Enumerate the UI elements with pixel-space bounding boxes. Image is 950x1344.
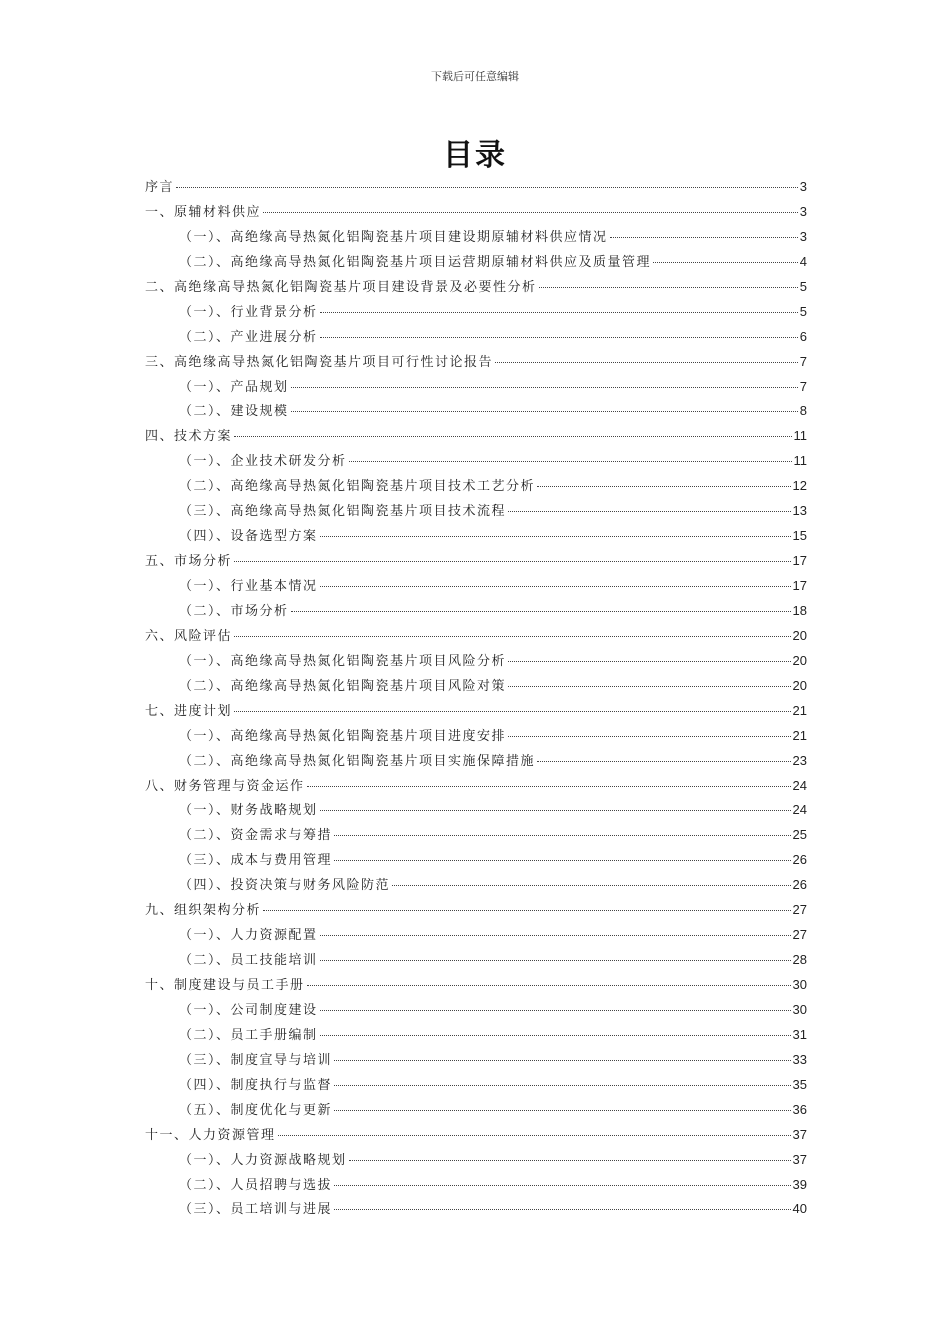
toc-entry[interactable] [145,675,807,700]
toc-entry[interactable] [145,1074,807,1099]
toc-entry-page: 24 [792,777,807,793]
toc-entry[interactable] [145,500,807,525]
toc-entry-label: （四）、设备选型方案 [179,529,318,545]
toc-entry[interactable] [145,1149,807,1174]
dot-leader [320,337,798,338]
toc-entry-page: 28 [792,952,807,968]
dot-leader [334,1060,791,1061]
dot-leader [495,362,798,363]
toc-entry-page: 21 [792,727,807,743]
toc-entry-page: 27 [792,902,807,918]
toc-entry[interactable] [145,849,807,874]
toc-entry[interactable] [145,251,807,276]
toc-entry[interactable] [145,450,807,475]
toc-entry-label: （二）、员工技能培训 [179,953,318,969]
toc-entry-page: 11 [793,428,807,444]
toc-entry-label: （二）、高绝缘高导热氮化铝陶瓷基片项目运营期原辅材料供应及质量管理 [179,254,652,270]
toc-entry-label: 三、高绝缘高导热氮化铝陶瓷基片项目可行性讨论报告 [145,354,494,370]
dot-leader [610,237,798,238]
dot-leader [537,486,791,487]
toc-entry-label: （一）、公司制度建设 [179,1002,318,1018]
toc-entry[interactable] [145,1198,807,1223]
toc-entry[interactable] [145,824,807,849]
dot-leader [334,1085,791,1086]
toc-entry-label: 九、组织架构分析 [145,903,262,919]
toc-entry-label: 二、高绝缘高导热氮化铝陶瓷基片项目建设背景及必要性分析 [145,279,537,295]
dot-leader [349,461,792,462]
toc-entry-page: 5 [799,278,807,294]
toc-entry[interactable] [145,575,807,600]
dot-leader [320,536,791,537]
dot-leader [334,860,791,861]
dot-leader [234,561,791,562]
toc-entry-page: 7 [799,378,807,394]
toc-entry-page: 25 [792,827,807,843]
toc-entry-label: 一、原辅材料供应 [145,204,262,220]
page-title: 目录 [443,138,507,173]
toc-entry-label: （二）、高绝缘高导热氮化铝陶瓷基片项目实施保障措施 [179,753,536,769]
toc-entry-label: 十一、人力资源管理 [145,1127,276,1143]
toc-entry[interactable] [145,1024,807,1049]
toc-entry-page: 37 [792,1126,807,1142]
toc-entry-page: 4 [799,253,807,269]
toc-entry[interactable] [145,725,807,750]
toc-entry-label: 五、市场分析 [145,554,233,570]
dot-leader [537,761,791,762]
toc-entry-label: （一）、产品规划 [179,379,289,395]
dot-leader [334,1209,791,1210]
toc-entry-page: 23 [792,752,807,768]
toc-entry[interactable] [145,1174,807,1199]
toc-entry-page: 26 [792,852,807,868]
dot-leader [349,1160,791,1161]
toc-entry[interactable] [145,1049,807,1074]
dot-leader [176,187,798,188]
toc-entry-label: （一）、高绝缘高导热氮化铝陶瓷基片项目建设期原辅材料供应情况 [179,229,608,245]
toc-entry-label: （二）、人员招聘与选拔 [179,1177,333,1193]
toc-entry-label: 四、技术方案 [145,429,233,445]
toc-entry-page: 35 [792,1076,807,1092]
dot-leader [320,1010,791,1011]
toc-entry[interactable] [145,899,807,924]
toc-entry-label: （二）、建设规模 [179,404,289,420]
toc-entry-page: 11 [793,453,807,469]
toc-entry-label: （三）、高绝缘高导热氮化铝陶瓷基片项目技术流程 [179,504,507,520]
dot-leader [320,586,791,587]
toc-entry-label: （二）、资金需求与筹措 [179,828,333,844]
toc-entry-page: 20 [792,627,807,643]
toc-entry-page: 12 [792,478,807,494]
toc-entry-page: 20 [792,652,807,668]
toc-entry-page: 30 [792,1001,807,1017]
dot-leader [291,411,798,412]
dot-leader [307,786,791,787]
dot-leader [234,636,791,637]
toc-entry[interactable] [145,999,807,1024]
toc-entry-label: （二）、产业进展分析 [179,329,318,345]
toc-entry[interactable] [145,750,807,775]
dot-leader [508,736,791,737]
toc-entry[interactable] [145,276,807,301]
dot-leader [320,312,798,313]
toc-entry-label: （一）、人力资源配置 [179,928,318,944]
toc-entry[interactable] [145,650,807,675]
dot-leader [653,262,798,263]
toc-entry-label: （二）、市场分析 [179,603,289,619]
toc-entry[interactable] [145,700,807,725]
dot-leader [278,1135,791,1136]
toc-entry[interactable] [145,550,807,575]
toc-entry-label: （一）、行业背景分析 [179,304,318,320]
toc-entry[interactable] [145,226,807,251]
toc-entry[interactable] [145,600,807,625]
toc-entry[interactable] [145,201,807,226]
toc-entry-page: 40 [792,1201,807,1217]
toc-entry-page: 3 [799,179,807,194]
dot-leader [508,661,791,662]
dot-leader [320,1035,791,1036]
toc-entry-label: （三）、制度宣导与培训 [179,1052,333,1068]
toc-entry[interactable] [145,475,807,500]
dot-leader [291,387,798,388]
dot-leader [307,985,791,986]
toc-entry-label: （一）、高绝缘高导热氮化铝陶瓷基片项目进度安排 [179,728,507,744]
toc-entry-label: （三）、员工培训与进展 [179,1202,333,1218]
dot-leader [508,686,791,687]
toc-entry-page: 7 [799,353,807,369]
toc-entry[interactable] [145,176,807,201]
toc-entry-label: （一）、财务战略规划 [179,803,318,819]
toc-entry-page: 20 [792,677,807,693]
dot-leader [263,910,791,911]
toc-entry[interactable] [145,924,807,949]
toc-entry[interactable] [145,974,807,999]
toc-entry[interactable] [145,1124,807,1149]
toc-entry-page: 18 [792,602,807,618]
toc-entry[interactable] [145,874,807,899]
dot-leader [234,436,791,437]
toc-entry-page: 37 [792,1151,807,1167]
toc-entry-page: 6 [799,328,807,344]
toc-entry[interactable] [145,301,807,326]
dot-leader [234,711,791,712]
toc-entry[interactable] [145,351,807,376]
dot-leader [320,960,791,961]
toc-entry-page: 3 [799,203,807,219]
toc-entry-label: （一）、企业技术研发分析 [179,454,347,470]
toc-entry-label: （一）、人力资源战略规划 [179,1152,347,1168]
dot-leader [334,1110,791,1111]
dot-leader [539,287,798,288]
toc-entry[interactable] [145,775,807,800]
toc-entry-label: （三）、成本与费用管理 [179,853,333,869]
toc-entry-page: 17 [792,553,807,569]
toc-entry-page: 30 [792,977,807,992]
toc-entry[interactable] [145,326,807,351]
toc-entry-page: 17 [792,578,807,593]
toc-entry-label: 序言 [145,180,175,195]
toc-entry[interactable] [145,949,807,974]
dot-leader [263,212,798,213]
toc-entry-page: 31 [792,1026,807,1042]
toc-entry-page: 13 [792,503,807,519]
toc-entry-page: 33 [792,1051,807,1067]
toc-entry-label: （一）、行业基本情况 [179,579,318,594]
toc-entry[interactable] [145,1099,807,1124]
dot-leader [334,1185,791,1186]
toc-entry-page: 24 [792,802,807,818]
toc-entry-label: 十、制度建设与员工手册 [145,978,305,993]
dot-leader [320,935,791,936]
toc-entry-label: 六、风险评估 [145,628,233,644]
toc-entry-page: 5 [799,303,807,319]
dot-leader [392,885,791,886]
table-of-contents [145,176,807,1223]
dot-leader [320,810,791,811]
toc-entry-label: （二）、员工手册编制 [179,1027,318,1043]
toc-entry-page: 8 [799,403,807,419]
toc-entry-label: 八、财务管理与资金运作 [145,778,305,794]
dot-leader [508,511,791,512]
header-note: 下载后可任意编辑 [431,70,519,83]
toc-entry-label: （五）、制度优化与更新 [179,1102,333,1118]
toc-entry[interactable] [145,425,807,450]
toc-entry-page: 27 [792,927,807,943]
toc-entry-page: 39 [792,1176,807,1192]
toc-entry-label: （四）、制度执行与监督 [179,1077,333,1093]
toc-entry-page: 36 [792,1101,807,1117]
toc-entry[interactable] [145,625,807,650]
toc-entry-label: 七、进度计划 [145,703,233,719]
toc-entry-label: （四）、投资决策与财务风险防范 [179,878,391,894]
toc-entry[interactable] [145,376,807,401]
toc-entry[interactable] [145,525,807,550]
toc-entry-page: 26 [792,877,807,893]
toc-entry-page: 3 [799,228,807,244]
toc-entry-page: 21 [792,702,807,718]
toc-entry[interactable] [145,799,807,824]
toc-entry-page: 15 [792,528,807,544]
toc-entry[interactable] [145,400,807,425]
toc-entry-label: （二）、高绝缘高导热氮化铝陶瓷基片项目风险对策 [179,678,507,694]
dot-leader [334,835,791,836]
dot-leader [291,611,791,612]
toc-entry-label: （二）、高绝缘高导热氮化铝陶瓷基片项目技术工艺分析 [179,479,536,495]
toc-entry-label: （一）、高绝缘高导热氮化铝陶瓷基片项目风险分析 [179,653,507,669]
